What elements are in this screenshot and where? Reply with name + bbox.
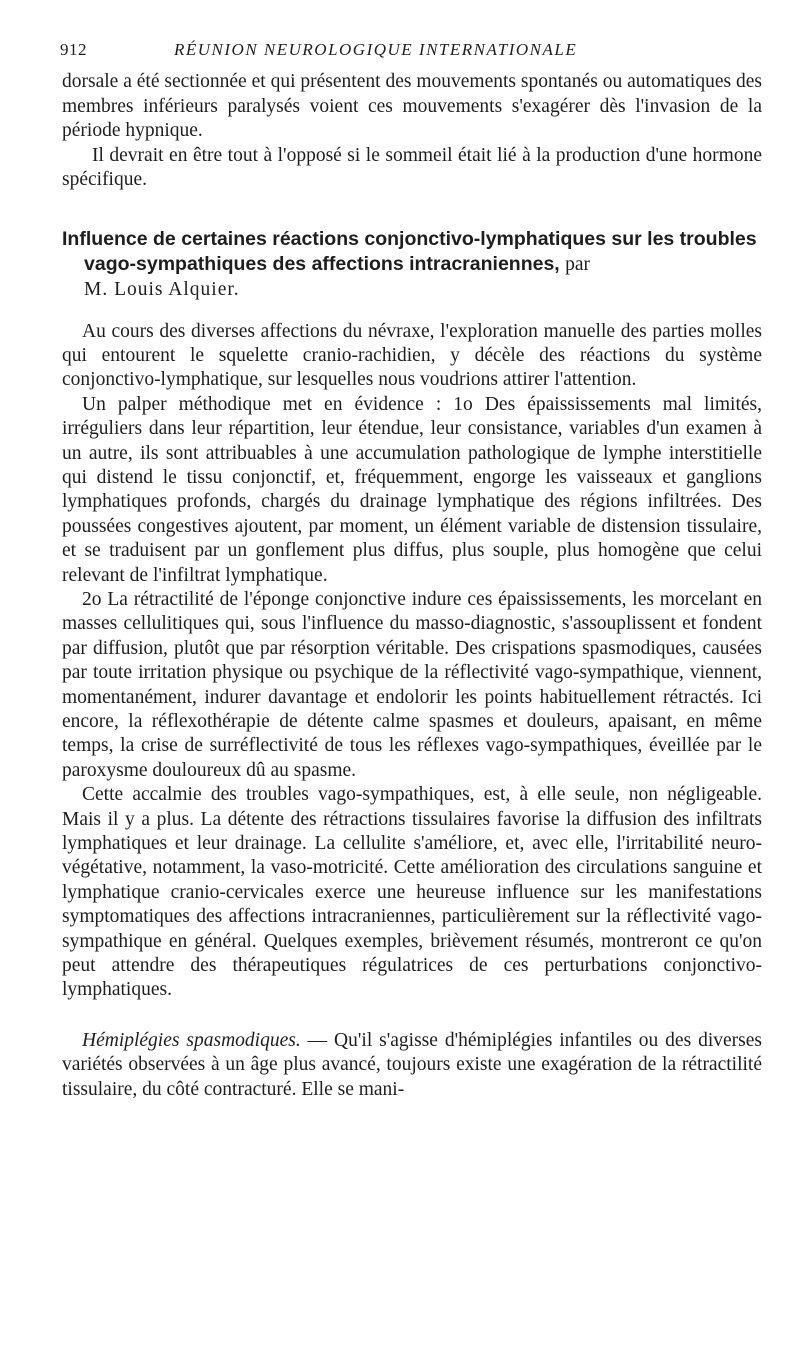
paragraph: 2o La rétractilité de l'éponge conjonctive indure ces épaississements, les morcelant en masses cellulitiques qui, sous l'influence du masso-diagnostic, s'assouplissent et fondent par diffusion, plutôt que par résorption véritable. Des crispations spasmodiques, causées par toute irritation physique ou psychique de la réflectivité vago-sympathique, viennent, momentanément, indurer davantage et endolorir les points habituellement rétractés. Ici encore, la réflexothérapie de détente calme spasmes et douleurs, apaisant, en même temps, la crise de surréflectivité de tous les réflexes vago-sympathiques, éveillée par le paroxysme douloureux dû au spasme.	[62, 588, 762, 781]
preceding-text	[62, 70, 762, 193]
article-author: M. Louis Alquier.	[84, 278, 240, 300]
paragraph: Cette accalmie des troubles vago-sympathiques, est, à elle seule, non négligeable. Mais il y a plus. La détente des rétractions tissulaires favorise la diffusion des infiltrats lymphatiques et leur drainage. La cellulite s'améliore, et, avec elle, l'irritabilité neuro-végétative, notamment, la vaso-motricité. Cette amélioration des circulations sanguine et lymphatique cranio-cervicales exerce une heureuse influence sur les manifestations symptomatiques des affections intracraniennes, particulièrement sur la réflectivité vago-sympathique en général. Quelques exemples, brièvement résumés, montreront ce qu'on peut attendre des thérapeutiques régulatrices de ces perturbations conjonctivo-lymphatiques.	[62, 784, 762, 1001]
page	[62, 40, 762, 1102]
article-title-text: Influence de certaines réactions conjonctivo-lymphatiques sur les troubles vago-sympathiques des affections intracraniennes,	[62, 227, 757, 275]
section-title: Hémiplégies spasmodiques.	[82, 1029, 301, 1051]
article-title	[62, 227, 762, 277]
paragraph: Il devrait en être tout à l'opposé si le sommeil était lié à la production d'une hormone spécifique.	[62, 144, 762, 190]
section-text: — Qu'il s'agisse d'hémiplégies infantiles ou des diverses variétés observées à un âge plus avancé, toujours existe une exagération de la rétractilité tissulaire, du côté contracturé. Elle se mani-	[62, 1029, 762, 1100]
article-body	[62, 320, 762, 1103]
paragraph: dorsale a été sectionnée et qui présentent des mouvements spontanés ou automatiques des membres inférieurs paralysés voient ces mouvements s'exagérer dès l'invasion de la période hypnique.	[62, 71, 762, 141]
paragraph: Un palper méthodique met en évidence : 1o Des épaississements mal limités, irréguliers dans leur répartition, leur étendue, leur consistance, variables d'un examen à un autre, ils sont attribuables à une accumulation pathologique de lymphe interstitielle qui distend le tissu conjonctif, et, fréquemment, engorge les vaisseaux et ganglions lymphatiques profonds, chargés du drainage lymphatique des régions infiltrées. Des poussées congestives ajoutent, par moment, un élément variable de distension tissulaire, et se traduisent par un gonflement plus diffus, plus souple, plus homogène que celui relevant de l'infiltrat lymphatique.	[62, 393, 762, 586]
paragraph: Au cours des diverses affections du névraxe, l'exploration manuelle des parties molles qui entourent le squelette cranio-rachidien, y décèle des réactions du système conjonctivo-lymphatique, sur lesquelles nous voudrions attirer l'attention.	[62, 320, 762, 391]
journal-title: RÉUNION NEUROLOGIQUE INTERNATIONALE	[174, 40, 578, 59]
article-title-par: par	[565, 253, 591, 275]
page-number: 912	[60, 40, 87, 59]
paragraph	[62, 1029, 762, 1102]
running-head	[62, 40, 762, 70]
